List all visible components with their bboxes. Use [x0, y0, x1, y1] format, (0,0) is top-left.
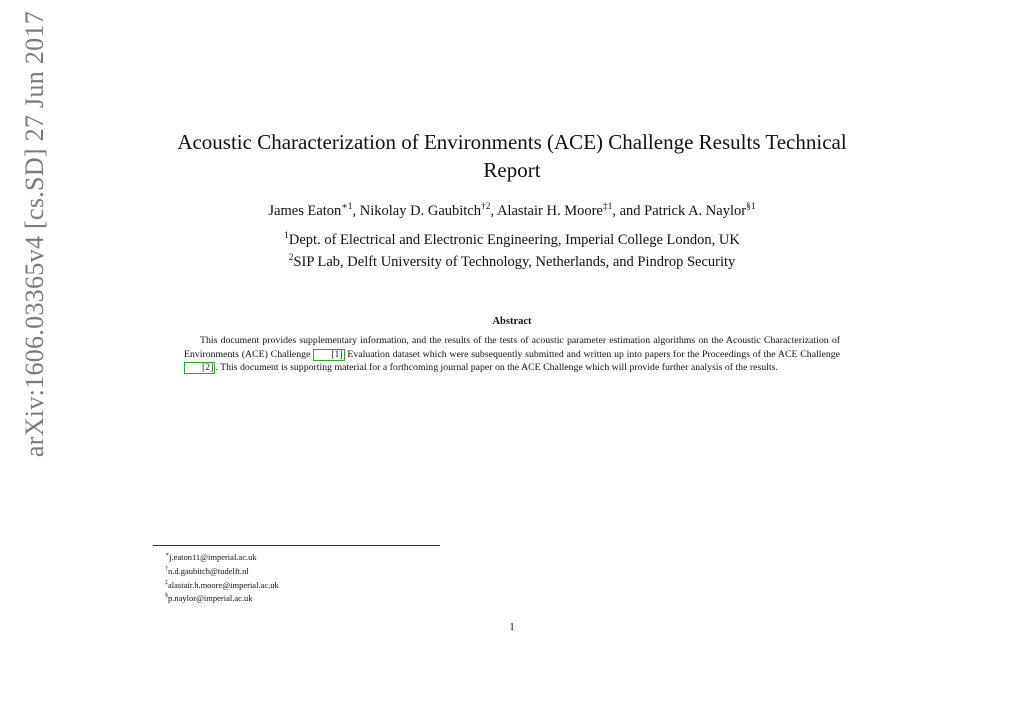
author-conjunction: and	[619, 202, 641, 219]
footnote	[165, 590, 279, 604]
citation-link[interactable]: [1]	[313, 349, 344, 361]
footnote-mark: ‡	[165, 579, 168, 586]
author-name: Nikolay D. Gaubitch	[359, 202, 481, 219]
author-list: James Eaton$^{∗1}$, Nikolay D. Gaubitch$^{\dagger 2}$, Alastair H. Moore$^{\ddagger 1}$, and Patrick A. Naylor$^{\S 1}$	[268, 202, 756, 219]
footnote	[165, 549, 279, 563]
author-marks: §1	[746, 202, 756, 212]
page-number: 1	[509, 621, 515, 633]
affiliation-mark: 1	[284, 231, 289, 241]
arxiv-stamp-text: arXiv:1606.03365v4 [cs.SD] 27 Jun 2017	[20, 10, 49, 458]
footnote	[165, 563, 279, 577]
affiliation-text: Dept. of Electrical and Electronic Engineering, Imperial College London, UK	[288, 231, 740, 248]
footnote	[165, 577, 279, 591]
author-name: Patrick A. Naylor	[644, 202, 747, 219]
author-marks: ∗1	[341, 202, 353, 212]
citation-link[interactable]: [2]	[184, 362, 215, 374]
footnote-email: n.d.gaubitch@tudelft.nl	[168, 565, 249, 576]
paper-title: Acoustic Characterization of Environments (ACE) Challenge Results Technical Report	[177, 130, 847, 182]
author-marks: †2	[481, 202, 491, 212]
footnote-email: j.eaton11@imperial.ac.uk	[169, 551, 257, 562]
abstract-text: . This document is supporting material for a forthcoming journal paper on the ACE Challenge which will provide further analysis of the results.	[215, 362, 778, 374]
footnote-list	[165, 549, 279, 604]
author-name: James Eaton	[268, 202, 342, 219]
footnote-divider	[153, 545, 440, 546]
author-marks: ‡1	[602, 202, 613, 212]
footnote-email: alastair.h.moore@imperial.ac.uk	[168, 579, 279, 590]
affiliation-list	[150, 227, 874, 271]
abstract-text: This document provides supplementary information, and the results of the tests of acoustic parameter estimation algorithms on the Acoustic Characterization of Environments (ACE) Challenge	[184, 335, 840, 360]
affiliation	[150, 227, 874, 249]
affiliation-mark: 2	[288, 252, 294, 263]
abstract-body	[184, 334, 840, 375]
footnote-mark: †	[165, 565, 168, 572]
affiliation	[150, 249, 874, 271]
footnote-email: p.naylor@imperial.ac.uk	[168, 593, 253, 604]
arxiv-identifier-stamp	[15, 10, 55, 458]
footnote-mark: §	[165, 593, 168, 600]
affiliation-text: SIP Lab, Delft University of Technology, Netherlands, and Pindrop Security	[293, 253, 736, 270]
footnote-mark: ∗	[165, 552, 170, 558]
abstract-heading: Abstract	[492, 316, 532, 327]
abstract-text: Evaluation dataset which were subsequently submitted and written up into papers for the Proceedings of the ACE Challenge	[344, 348, 840, 360]
author-name: Alastair H. Moore	[496, 202, 603, 219]
